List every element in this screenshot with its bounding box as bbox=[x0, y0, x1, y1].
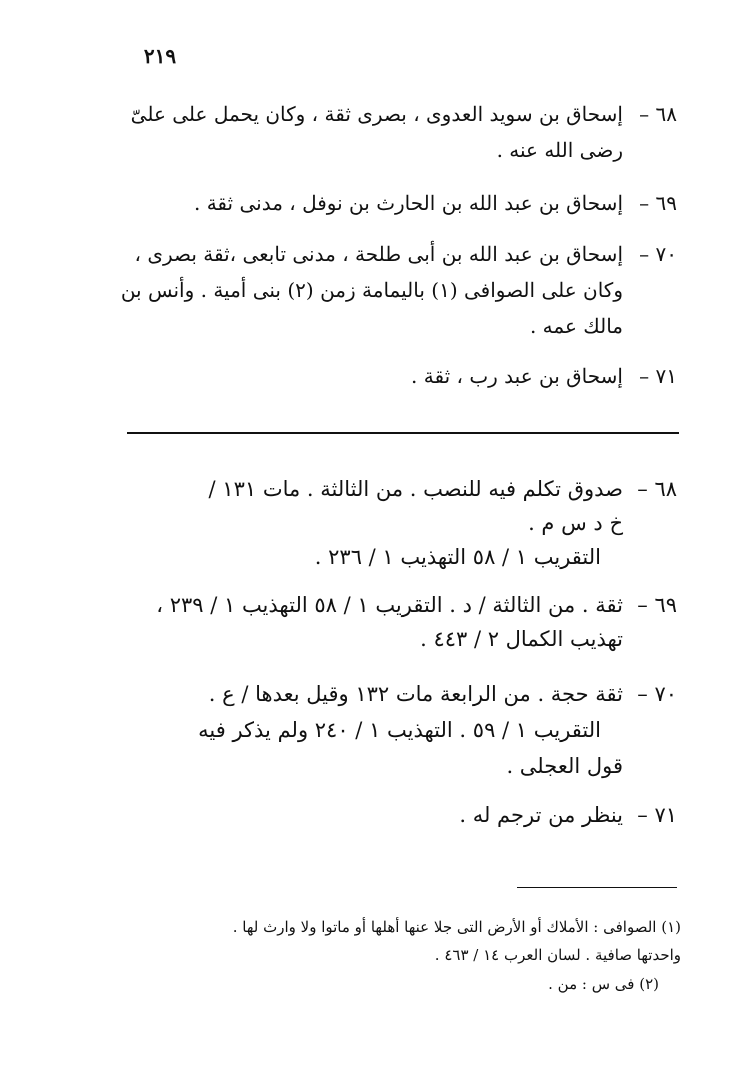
entry-line bbox=[122, 185, 677, 221]
entry-text: إسحاق بن عبد رب ، ثقة . bbox=[411, 364, 623, 388]
annotation-line bbox=[97, 797, 677, 833]
annotation-number: ٧١ – bbox=[637, 803, 677, 827]
entry-line bbox=[117, 308, 677, 344]
annotation-text: ثقة . من الثالثة / د . التقريب ١ / ٥٨ التهذيب ١ / ٢٣٩ ، bbox=[156, 593, 623, 617]
annotation-line bbox=[97, 588, 677, 622]
annotation-line bbox=[97, 712, 677, 748]
entry-text: إسحاق بن عبد الله بن أبى طلحة ، مدنى تابعى ،ثقة بصرى ، bbox=[134, 242, 623, 266]
footnote-line: واحدتها صافية . لسان العرب ١٤ / ٤٦٣ . bbox=[434, 946, 681, 964]
footnote-2 bbox=[121, 970, 681, 998]
annotation-number: ٦٨ – bbox=[637, 477, 677, 501]
footnote-1 bbox=[121, 913, 681, 969]
annotation-line bbox=[97, 472, 677, 506]
annotation-71 bbox=[97, 797, 677, 833]
entry-70 bbox=[117, 236, 677, 344]
annotation-reference: التقريب ١ / ٥٩ . التهذيب ١ / ٢٤٠ ولم يذكر فيه bbox=[198, 718, 601, 742]
annotation-text: ينظر من ترجم له . bbox=[459, 803, 623, 827]
entry-69 bbox=[122, 185, 677, 221]
entry-line bbox=[122, 132, 677, 168]
section-divider bbox=[127, 432, 679, 434]
annotation-reference: التقريب ١ / ٥٨ التهذيب ١ / ٢٣٦ . bbox=[314, 545, 601, 569]
entry-68 bbox=[122, 96, 677, 168]
entry-text: رضى الله عنه . bbox=[496, 138, 623, 162]
entry-71 bbox=[122, 358, 677, 394]
entry-number: ٧٠ – bbox=[639, 242, 677, 266]
entry-text: إسحاق بن عبد الله بن الحارث بن نوفل ، مدنى ثقة . bbox=[193, 191, 623, 215]
footnote-line: (٢) فى س : من . bbox=[548, 975, 659, 993]
page-number: ٢١٩ bbox=[143, 44, 177, 68]
annotation-70 bbox=[97, 676, 677, 784]
annotation-68 bbox=[97, 472, 677, 574]
annotation-text: خ د س م . bbox=[528, 511, 623, 535]
annotation-text: ثقة حجة . من الرابعة مات ١٣٢ وقيل بعدها / ع . bbox=[208, 682, 623, 706]
entry-text: وكان على الصوافى (١) باليمامة زمن (٢) بنى أمية . وأنس بن bbox=[120, 278, 623, 302]
annotation-line bbox=[97, 540, 677, 574]
entry-line bbox=[117, 236, 677, 272]
annotation-number: ٧٠ – bbox=[637, 682, 677, 706]
annotation-69 bbox=[97, 588, 677, 656]
footnote-rule bbox=[517, 887, 677, 888]
entry-line bbox=[122, 358, 677, 394]
annotation-text: تهذيب الكمال ٢ / ٤٤٣ . bbox=[420, 627, 623, 651]
entry-text: مالك عمه . bbox=[529, 314, 623, 338]
annotation-line bbox=[97, 748, 677, 784]
entry-line bbox=[122, 96, 677, 132]
footnote-line: (١) الصوافى : الأملاك أو الأرض التى جلا عنها أهلها أو ماتوا ولا وارث لها . bbox=[232, 918, 681, 936]
entry-number: ٦٩ – bbox=[639, 191, 677, 215]
entry-text: إسحاق بن سويد العدوى ، بصرى ثقة ، وكان يحمل على علىّ bbox=[130, 102, 623, 126]
annotation-number: ٦٩ – bbox=[637, 593, 677, 617]
entry-number: ٧١ – bbox=[639, 364, 677, 388]
annotation-line bbox=[97, 622, 677, 656]
annotation-line bbox=[97, 506, 677, 540]
annotation-line bbox=[97, 676, 677, 712]
annotation-reference: قول العجلى . bbox=[506, 754, 623, 778]
entry-number: ٦٨ – bbox=[639, 102, 677, 126]
annotation-text: صدوق تكلم فيه للنصب . من الثالثة . مات ١٣١ / bbox=[208, 477, 623, 501]
entry-line bbox=[117, 272, 677, 308]
